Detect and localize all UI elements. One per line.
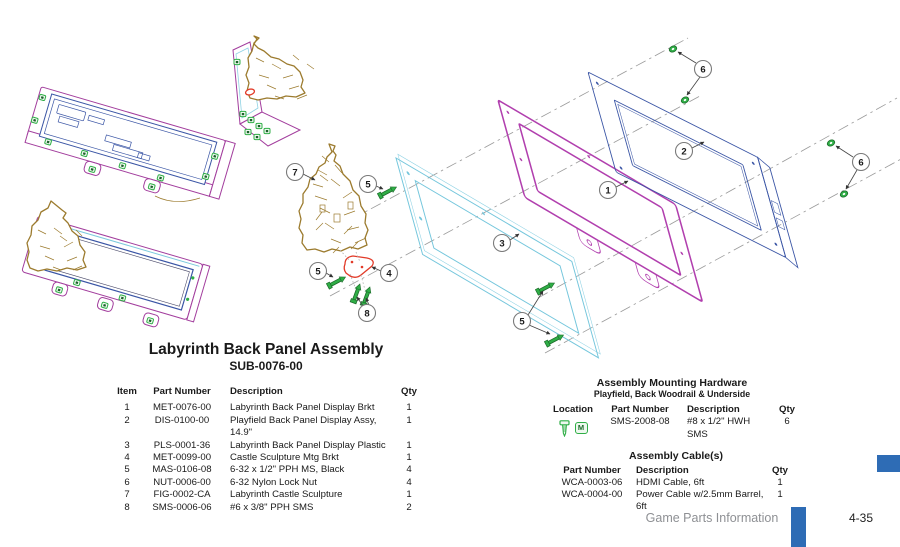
nut-icon [680, 96, 690, 105]
cell-qty: 6 [784, 416, 790, 427]
display-bracket-panel [498, 100, 707, 317]
nut-icon [826, 139, 836, 148]
mounting-hardware-table [541, 377, 803, 441]
cell-description: Castle Sculpture Mtg Brkt [230, 452, 339, 464]
cell-part-number: NUT-0006-00 [153, 476, 211, 488]
sculpture-edge-line [155, 196, 200, 202]
screw-icon [360, 286, 373, 307]
cell-part-number: WCA-0004-00 [561, 489, 623, 500]
cell-qty: 4 [406, 476, 412, 488]
parts-table [110, 386, 426, 514]
cell-description: Labyrinth Castle Sculpture [230, 489, 343, 501]
mounting-chip-icon [89, 166, 96, 173]
mounting-hardware-title: Assembly Mounting Hardware [596, 377, 748, 389]
svg-text:5: 5 [315, 266, 321, 278]
svg-text:7: 7 [292, 167, 298, 179]
table-row [110, 402, 426, 414]
callout-5-top [360, 176, 377, 193]
fasteners [326, 45, 848, 348]
cell-item: 7 [124, 489, 130, 501]
page-title: Labyrinth Back Panel Assembly [148, 341, 384, 358]
cell-part-number: MAS-0106-08 [152, 464, 212, 476]
footer-accent-bar [791, 507, 806, 547]
table-row [556, 489, 796, 513]
table-row [110, 464, 426, 476]
mounting-chip-icon [245, 129, 251, 134]
mounting-chip-icon [157, 175, 164, 182]
table-row [110, 502, 426, 514]
mounting-chip-icon [31, 117, 38, 124]
cables-header [556, 464, 796, 477]
cell-description: #6 x 3/8" PPH SMS [230, 501, 314, 513]
mounting-chip-icon [119, 162, 126, 169]
mounting-chip-icon [73, 279, 80, 286]
cell-item: 3 [124, 439, 130, 451]
cell-qty: 2 [406, 501, 412, 513]
cell-qty: 1 [406, 452, 412, 464]
cell-qty: 1 [777, 477, 783, 488]
cell-part-number: DIS-0100-00 [154, 414, 210, 426]
svg-text:3: 3 [499, 238, 505, 250]
cables-title: Assembly Cable(s) [629, 450, 723, 462]
location-badge: M [575, 422, 588, 434]
assembled-side-view [233, 36, 314, 146]
col-header-part-number: Part Number [153, 386, 211, 397]
cell-qty: 1 [406, 414, 412, 426]
cell-part-number: MET-0076-00 [152, 402, 212, 414]
screw-icon [544, 332, 565, 347]
mounting-chip-icon [147, 317, 154, 324]
mounting-chip-icon [240, 111, 246, 116]
col-header-description: Description [636, 465, 689, 476]
footer-section-label: Game Parts Information [645, 511, 779, 525]
table-row [556, 477, 796, 489]
callout-5-bottom [514, 313, 531, 330]
screw-icon [559, 420, 570, 437]
mounting-chip-icon [254, 134, 260, 139]
col-header-description: Description [230, 386, 283, 397]
col-header-item: Item [117, 386, 137, 397]
mounting-hardware-header [541, 404, 803, 415]
callout-1 [600, 182, 617, 199]
col-header-qty: Qty [772, 465, 788, 476]
screw-icon [350, 283, 363, 304]
display-plastic-panel [394, 152, 601, 360]
callout-4 [381, 265, 398, 282]
svg-text:5: 5 [365, 179, 371, 191]
cell-item: 2 [124, 414, 130, 426]
callout-3 [494, 235, 511, 252]
svg-text:6: 6 [858, 157, 864, 169]
cell-qty: 1 [406, 402, 412, 414]
mounting-chip-icon [256, 123, 262, 128]
cell-part-number: SMS-0006-06 [152, 501, 212, 513]
nut-icon [839, 190, 849, 199]
table-row [541, 415, 803, 441]
cell-qty: 1 [777, 489, 783, 500]
cell-description: Power Cable w/2.5mm Barrel, 6ft [636, 489, 764, 512]
castle-sculpture [299, 144, 368, 253]
table-row [110, 440, 426, 452]
svg-text:1: 1 [605, 185, 611, 197]
cell-item: 4 [124, 452, 130, 464]
front-view-castle [27, 201, 86, 271]
callout-7 [287, 164, 304, 181]
svg-text:8: 8 [364, 308, 370, 320]
cell-item: 5 [124, 464, 130, 476]
nut-icon [668, 45, 678, 54]
svg-text:2: 2 [681, 146, 687, 158]
cell-description: #8 x 1/2" HWH SMS [687, 416, 751, 440]
cell-description: 6-32 Nylon Lock Nut [230, 476, 317, 488]
parts-table-header [110, 386, 426, 398]
screw-icon [326, 274, 347, 289]
side-accent-tab [877, 455, 900, 472]
cell-description: Labyrinth Back Panel Display Brkt [230, 402, 375, 414]
table-row [110, 415, 426, 440]
cell-description: Labyrinth Back Panel Display Plastic [230, 439, 386, 451]
page-number: 4-35 [848, 511, 874, 525]
cell-description: HDMI Cable, 6ft [636, 477, 705, 488]
screw-icon [535, 280, 556, 295]
col-header-description: Description [687, 404, 740, 415]
cell-part-number: WCA-0003-06 [561, 477, 623, 488]
col-header-part-number: Part Number [563, 465, 621, 476]
mounting-chip-icon [264, 128, 270, 133]
svg-text:5: 5 [519, 316, 525, 328]
mounting-chip-icon [248, 117, 254, 122]
mounting-chip-icon [101, 302, 108, 309]
cell-item: 1 [124, 402, 130, 414]
cell-description: Playfield Back Panel Display Assy, 14.9" [230, 414, 377, 439]
cell-part-number: FIG-0002-CA [153, 489, 211, 501]
assembly-title-block [75, 341, 457, 373]
mounting-chip-icon [55, 287, 62, 294]
cell-description: 6-32 x 1/2" PPH MS, Black [230, 464, 345, 476]
assembly-number: SUB-0076-00 [229, 359, 303, 373]
mounting-chip-icon [148, 183, 155, 190]
table-row [110, 477, 426, 489]
mounting-chip-icon [45, 139, 52, 146]
cell-item: 8 [124, 501, 130, 513]
cell-qty: 4 [406, 464, 412, 476]
callout-8 [359, 305, 376, 322]
mounting-chip-icon [202, 173, 209, 180]
mounting-chip-icon [39, 94, 46, 101]
col-header-qty: Qty [401, 386, 417, 397]
callout-6-right [853, 154, 870, 171]
mounting-chip-icon [211, 153, 218, 160]
callout-6-top [695, 61, 712, 78]
callout-2 [676, 143, 693, 160]
col-header-part-number: Part Number [611, 404, 669, 415]
cables-table [556, 450, 796, 513]
cell-part-number: PLS-0001-36 [153, 439, 211, 451]
table-row [110, 489, 426, 501]
cell-part-number: SMS-2008-08 [610, 416, 670, 427]
mounting-chip-icon [119, 295, 126, 302]
screw-icon [377, 184, 398, 199]
location-cell [541, 415, 605, 441]
assembled-back-view [22, 87, 236, 211]
col-header-qty: Qty [779, 404, 795, 415]
callout-5-left [310, 263, 327, 280]
col-header-location: Location [553, 404, 593, 415]
mounting-chip-icon [234, 59, 240, 64]
cell-item: 6 [124, 476, 130, 488]
mounting-chip-icon [81, 150, 88, 157]
cell-qty: 1 [406, 489, 412, 501]
table-row [110, 452, 426, 464]
svg-text:4: 4 [386, 268, 392, 280]
display-assembly-panel [588, 72, 798, 268]
cell-qty: 1 [406, 439, 412, 451]
mounting-hardware-subtitle: Playfield, Back Woodrail & Underside [593, 389, 751, 399]
svg-text:6: 6 [700, 64, 706, 76]
cell-part-number: MET-0099-00 [152, 452, 212, 464]
